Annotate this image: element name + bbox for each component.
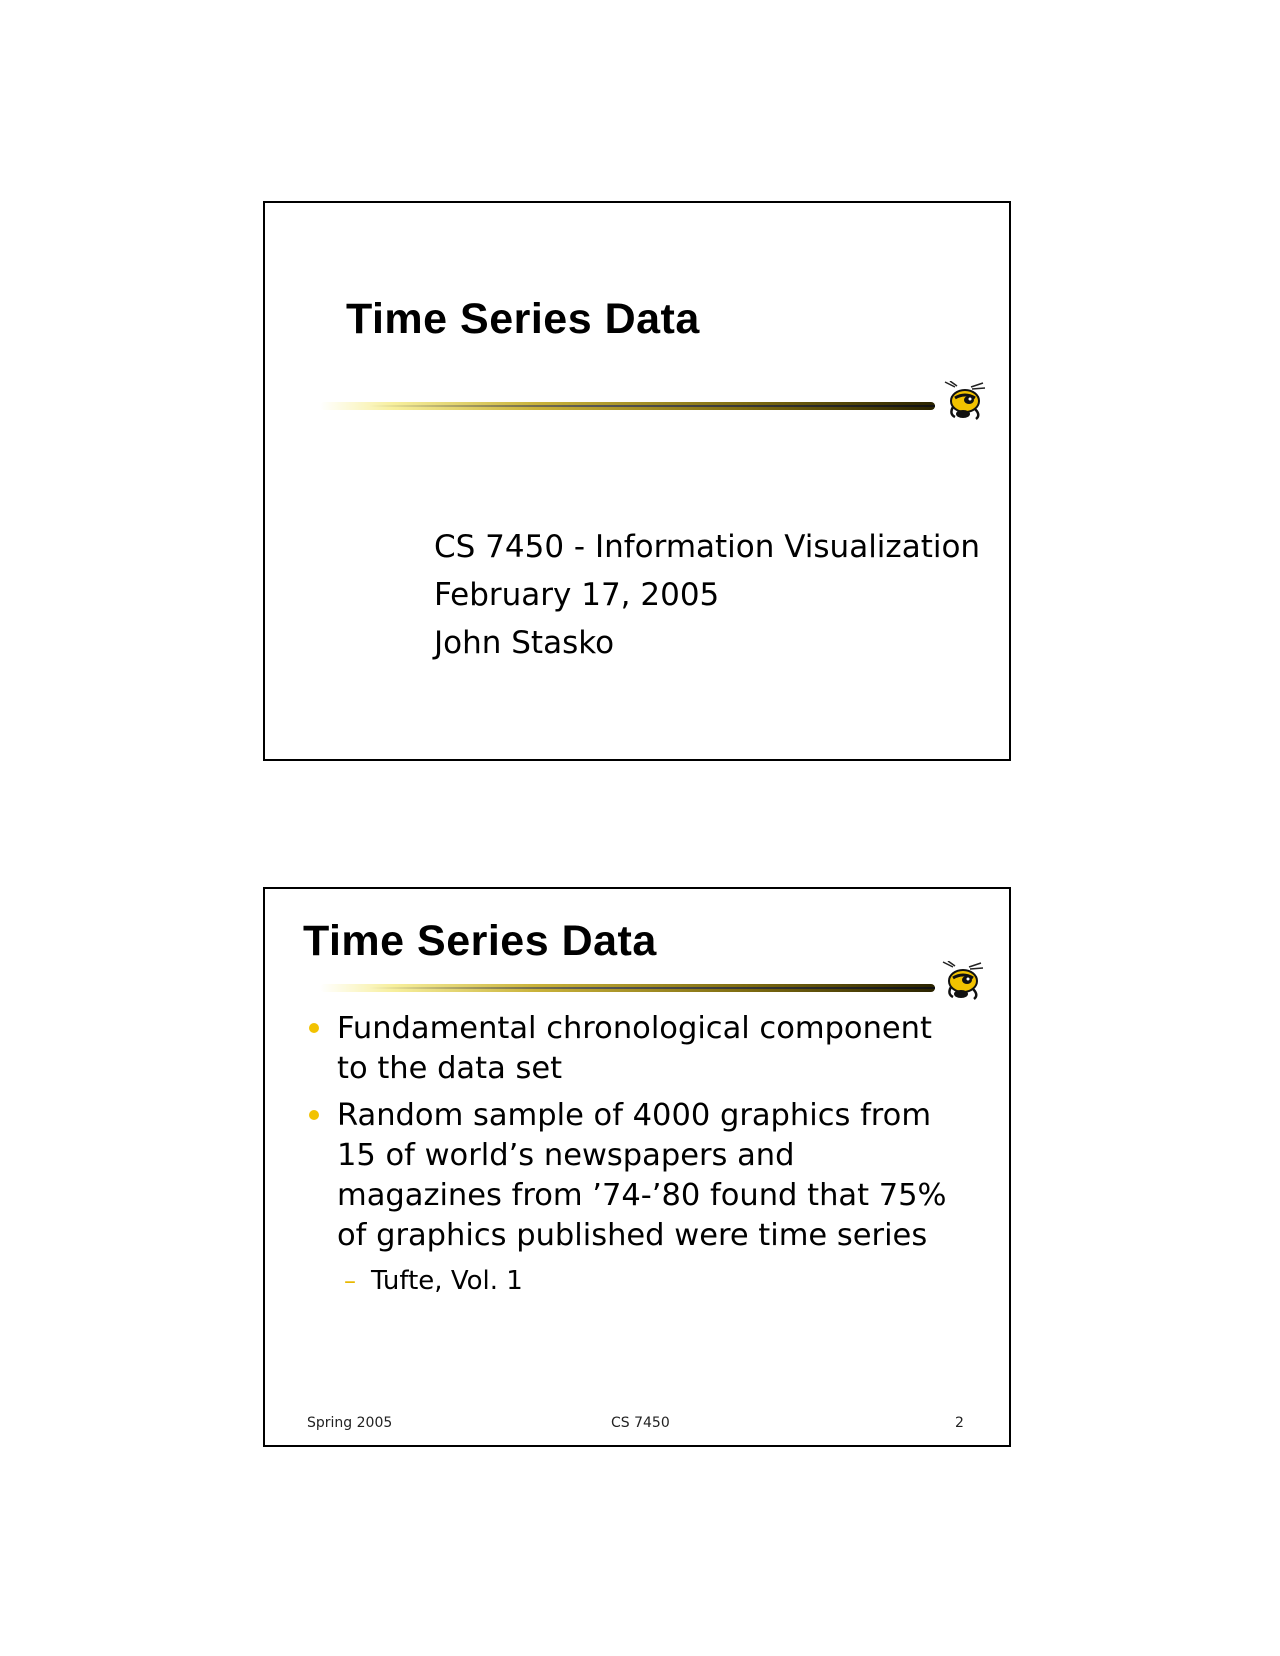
subtitle-block — [434, 523, 980, 667]
bullet-item — [309, 1096, 969, 1256]
sub-bullet-text: Tufte, Vol. 1 — [371, 1266, 523, 1296]
yellow-jacket-mascot-icon — [941, 381, 987, 421]
footer-left: Spring 2005 — [307, 1415, 393, 1431]
course-line: CS 7450 - Information Visualization — [434, 529, 981, 565]
sub-bullet-item — [309, 1263, 969, 1299]
slide-number: 2 — [955, 1415, 964, 1431]
bullet-item — [309, 1009, 969, 1089]
slide-2 — [263, 887, 1011, 1447]
bullet-list — [309, 1009, 969, 1299]
yellow-jacket-mascot-icon — [939, 961, 985, 1001]
title-rule — [320, 402, 935, 410]
bullet-text: Fundamental chronological component to the data set — [337, 1011, 932, 1086]
bullet-text: Random sample of 4000 graphics from 15 of world’s newspapers and magazines from ’74-’80 found that 75% of graphics published were time series — [337, 1098, 947, 1253]
slide-title: Time Series Data — [346, 295, 700, 343]
dash-icon: – — [344, 1267, 356, 1295]
slide-1 — [263, 201, 1011, 761]
date-line: February 17, 2005 — [434, 577, 720, 613]
title-rule — [320, 984, 935, 992]
bullet-dot-icon — [309, 1023, 319, 1033]
bullet-dot-icon — [309, 1110, 319, 1120]
slide-title: Time Series Data — [303, 917, 657, 965]
author-line: John Stasko — [434, 625, 615, 661]
footer-center: CS 7450 — [611, 1415, 670, 1431]
